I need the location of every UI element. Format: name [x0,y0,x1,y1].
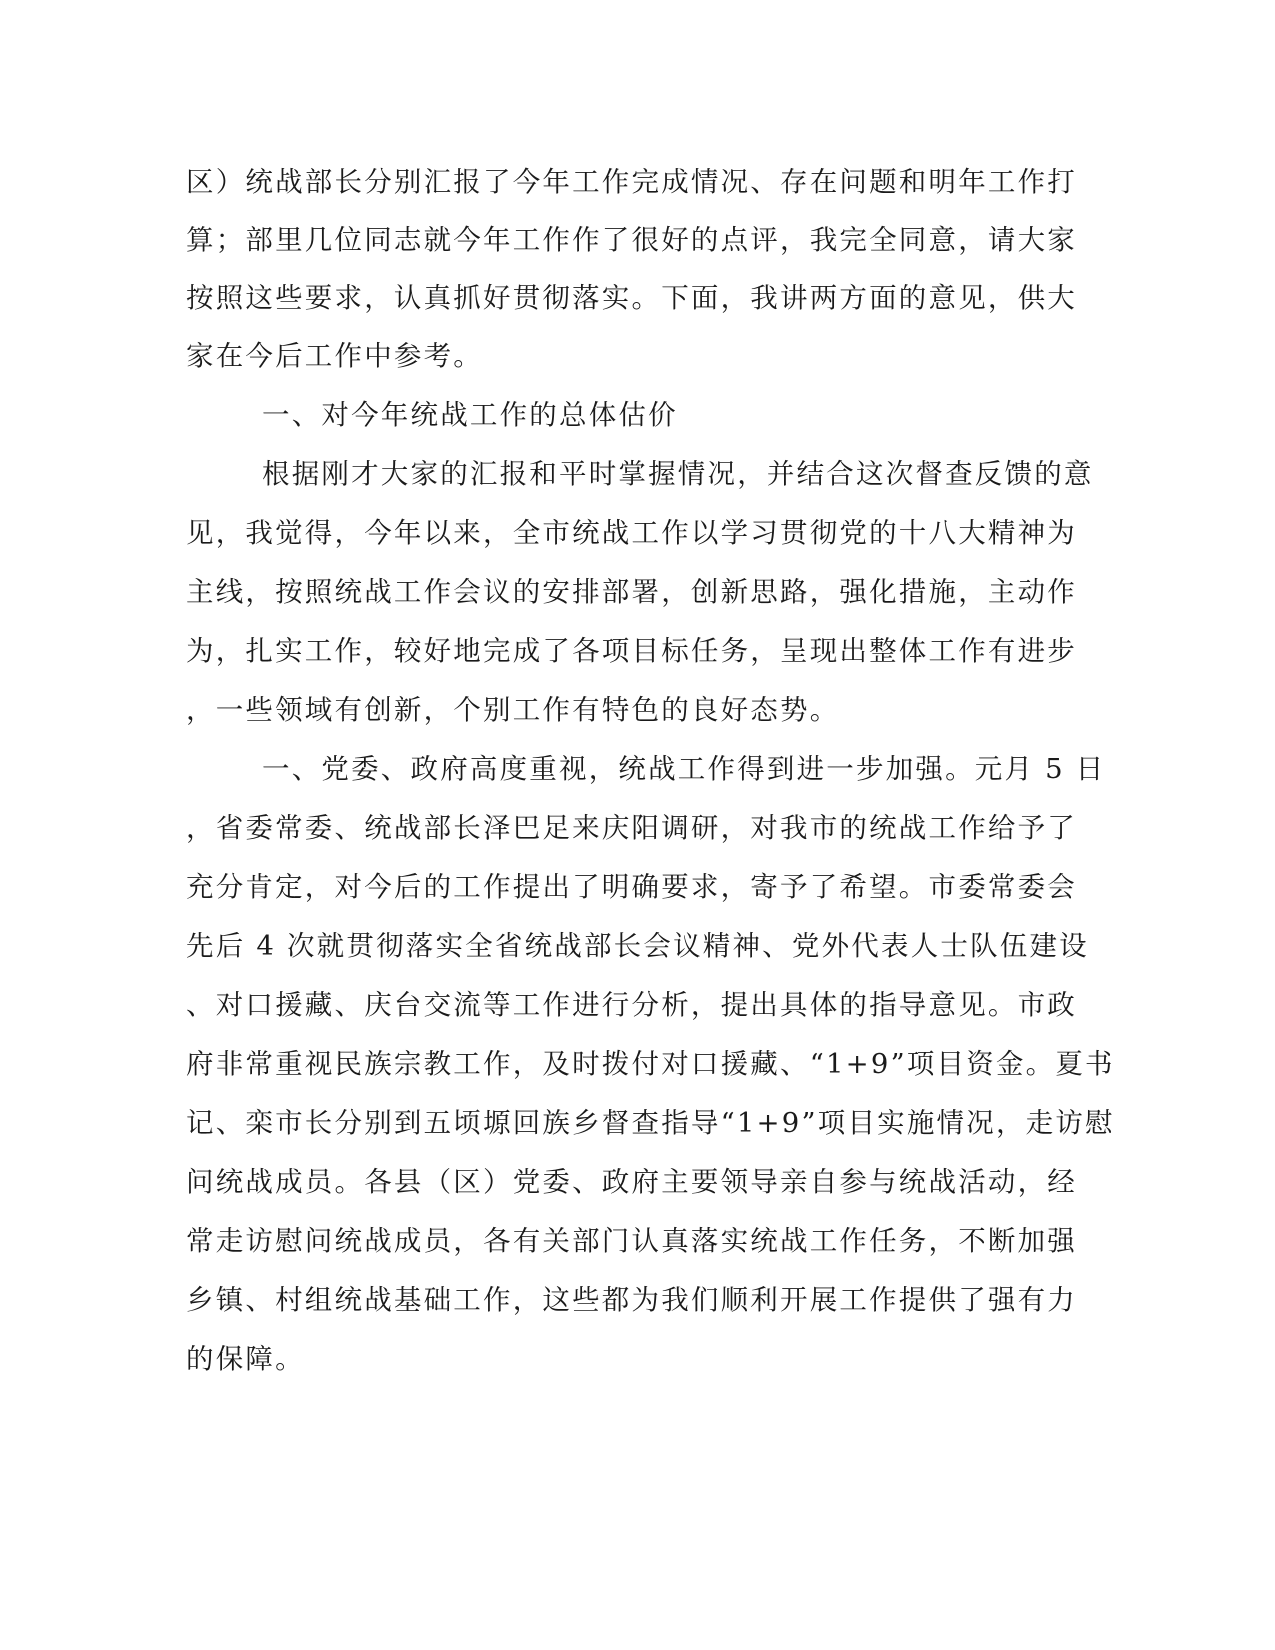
text-line-15: 、对口援藏、庆台交流等工作进行分析，提出具体的指导意见。市政 [186,989,1077,1021]
section-heading: 一、对今年统战工作的总体估价 [262,399,678,431]
text-line-21: 的保障。 [186,1343,305,1375]
text-line-8: 主线，按照统战工作会议的安排部署，创新思路，强化措施，主动作 [186,576,1077,608]
text-line-2: 算；部里几位同志就今年工作作了很好的点评，我完全同意，请大家 [186,224,1077,256]
text-line-11: 一、党委、政府高度重视，统战工作得到进一步加强。元月 5 日 [262,753,1106,785]
text-line-19: 常走访慰问统战成员，各有关部门认真落实统战工作任务，不断加强 [186,1225,1077,1257]
text-line-6: 根据刚才大家的汇报和平时掌握情况，并结合这次督查反馈的意 [262,458,1094,490]
text-line-20: 乡镇、村组统战基础工作，这些都为我们顺利开展工作提供了强有力 [186,1284,1077,1316]
text-line-17: 记、栾市长分别到五顷塬回族乡督查指导“1+9”项目实施情况，走访慰 [186,1107,1115,1139]
text-line-4: 家在今后工作中参考。 [186,340,483,372]
text-line-7: 见，我觉得，今年以来，全市统战工作以学习贯彻党的十八大精神为 [186,517,1077,549]
text-line-14: 先后 4 次就贯彻落实全省统战部长会议精神、党外代表人士队伍建设 [186,930,1089,962]
text-line-10: ，一些领域有创新，个别工作有特色的良好态势。 [186,694,840,726]
text-line-12: ，省委常委、统战部长泽巴足来庆阳调研，对我市的统战工作给予了 [186,812,1077,844]
text-line-18: 问统战成员。各县（区）党委、政府主要领导亲自参与统战活动，经 [186,1166,1077,1198]
text-line-16: 府非常重视民族宗教工作，及时拨付对口援藏、“1+9”项目资金。夏书 [186,1048,1115,1080]
text-line-3: 按照这些要求，认真抓好贯彻落实。下面，我讲两方面的意见，供大 [186,282,1077,314]
text-line-1: 区）统战部长分别汇报了今年工作完成情况、存在问题和明年工作打 [186,166,1077,198]
text-line-9: 为，扎实工作，较好地完成了各项目标任务，呈现出整体工作有进步 [186,635,1077,667]
text-line-13: 充分肯定，对今后的工作提出了明确要求，寄予了希望。市委常委会 [186,871,1077,903]
